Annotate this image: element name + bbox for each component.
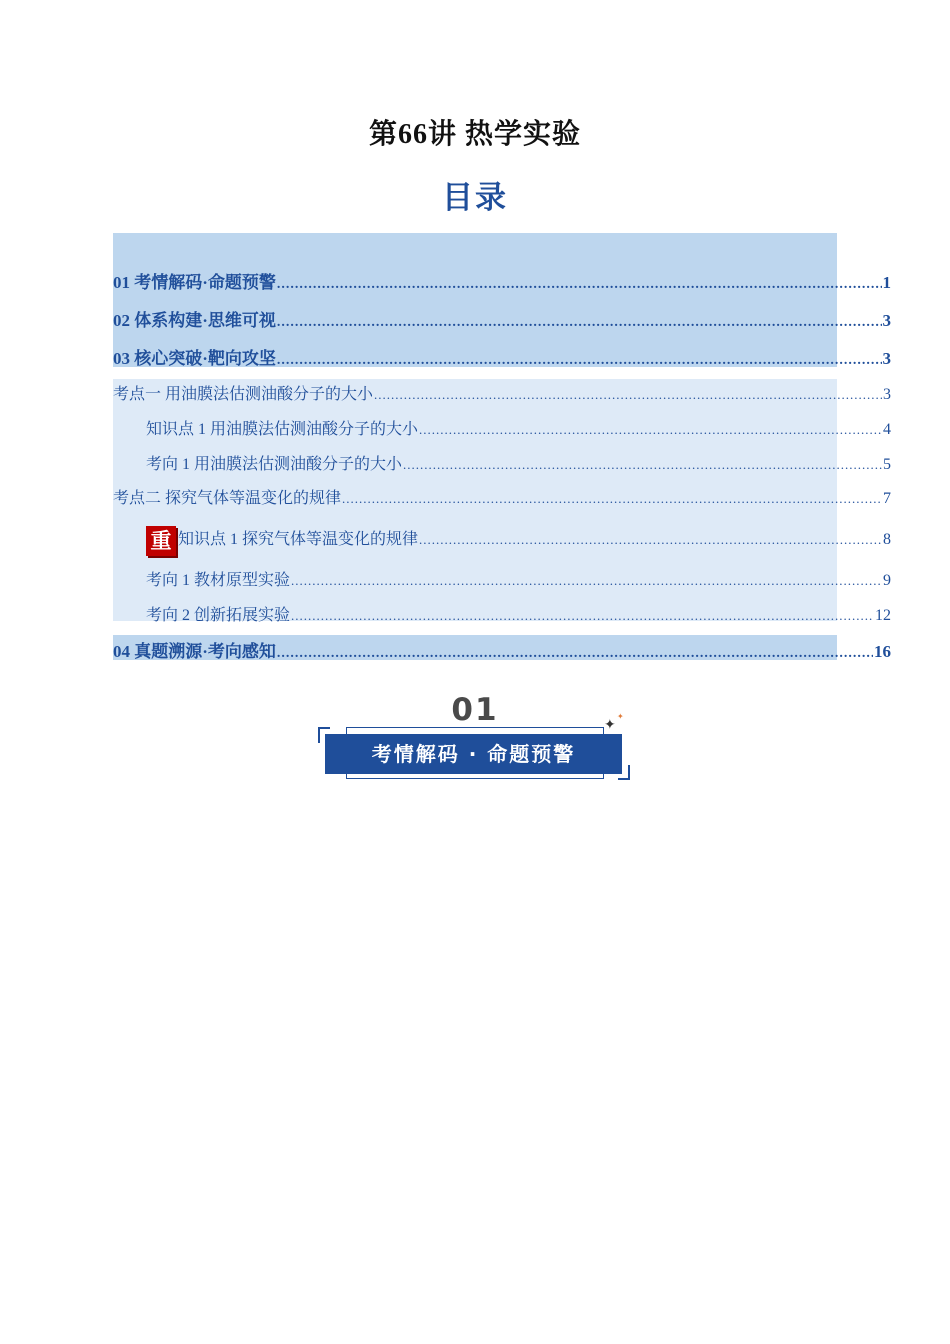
toc-entry-page: 4 <box>883 421 891 438</box>
toc-entry-page: 5 <box>883 456 891 473</box>
toc-entry[interactable] <box>113 567 891 590</box>
toc-heading: 目录 <box>442 180 508 215</box>
toc-leader <box>374 387 882 403</box>
toc-entry-page: 12 <box>875 607 891 624</box>
toc-entry[interactable] <box>113 381 891 404</box>
toc-entry-page: 3 <box>883 386 891 403</box>
section-number: 01 <box>451 692 499 728</box>
toc-entry[interactable] <box>113 268 891 293</box>
toc-entry-text: 知识点 1 探究气体等温变化的规律 <box>178 531 419 548</box>
toc-entry-page: 3 <box>882 349 891 368</box>
toc-entry-page: 1 <box>882 273 891 292</box>
toc-entry[interactable] <box>113 451 891 474</box>
toc-leader <box>342 491 882 507</box>
toc-leader <box>277 277 882 293</box>
key-point-badge: 重 <box>146 526 176 556</box>
toc-entry-page: 7 <box>883 490 891 507</box>
toc-entry-text: 考向 1 教材原型实验 <box>146 572 291 589</box>
toc-entry-text: 04 真题溯源·考向感知 <box>113 642 276 661</box>
toc-entry[interactable] <box>113 344 891 369</box>
toc-entry-text: 考向 1 用油膜法估测油酸分子的大小 <box>146 456 403 473</box>
toc-entry[interactable] <box>113 637 891 662</box>
toc-entry-text: 考点二 探究气体等温变化的规律 <box>113 490 342 507</box>
toc-entry-page: 9 <box>883 572 891 589</box>
toc-entry-page: 8 <box>883 531 891 548</box>
toc-leader <box>419 532 882 548</box>
toc-entry-page: 3 <box>882 311 891 330</box>
toc-leader <box>277 353 882 369</box>
toc-entry[interactable] <box>113 602 891 625</box>
toc-entry-text: 03 核心突破·靶向攻坚 <box>113 349 276 368</box>
toc-leader <box>419 422 882 438</box>
toc-entry-text: 02 体系构建·思维可视 <box>113 311 276 330</box>
toc-leader <box>291 608 874 624</box>
toc-entry-text: 知识点 1 用油膜法估测油酸分子的大小 <box>146 421 419 438</box>
sparkle-icon: ✦ <box>617 712 624 721</box>
section-banner-label: 考情解码 · 命题预警 <box>325 734 622 774</box>
toc-entry-text: 考向 2 创新拓展实验 <box>146 607 291 624</box>
toc-entry-page: 16 <box>874 642 891 661</box>
toc-leader <box>403 457 882 473</box>
toc-entry[interactable] <box>113 522 891 552</box>
toc-leader <box>277 646 873 662</box>
toc-entry[interactable] <box>113 306 891 331</box>
toc-entry-text: 考点一 用油膜法估测油酸分子的大小 <box>113 386 374 403</box>
toc-leader <box>277 315 882 331</box>
toc-entry[interactable] <box>113 485 891 508</box>
toc-entry[interactable] <box>113 416 891 439</box>
toc-entry-text: 01 考情解码·命题预警 <box>113 273 276 292</box>
sparkle-icon: ✦ <box>604 717 616 733</box>
toc-leader <box>291 573 882 589</box>
banner-corner-decoration <box>618 765 630 780</box>
document-title: 第66讲 热学实验 <box>368 119 581 150</box>
